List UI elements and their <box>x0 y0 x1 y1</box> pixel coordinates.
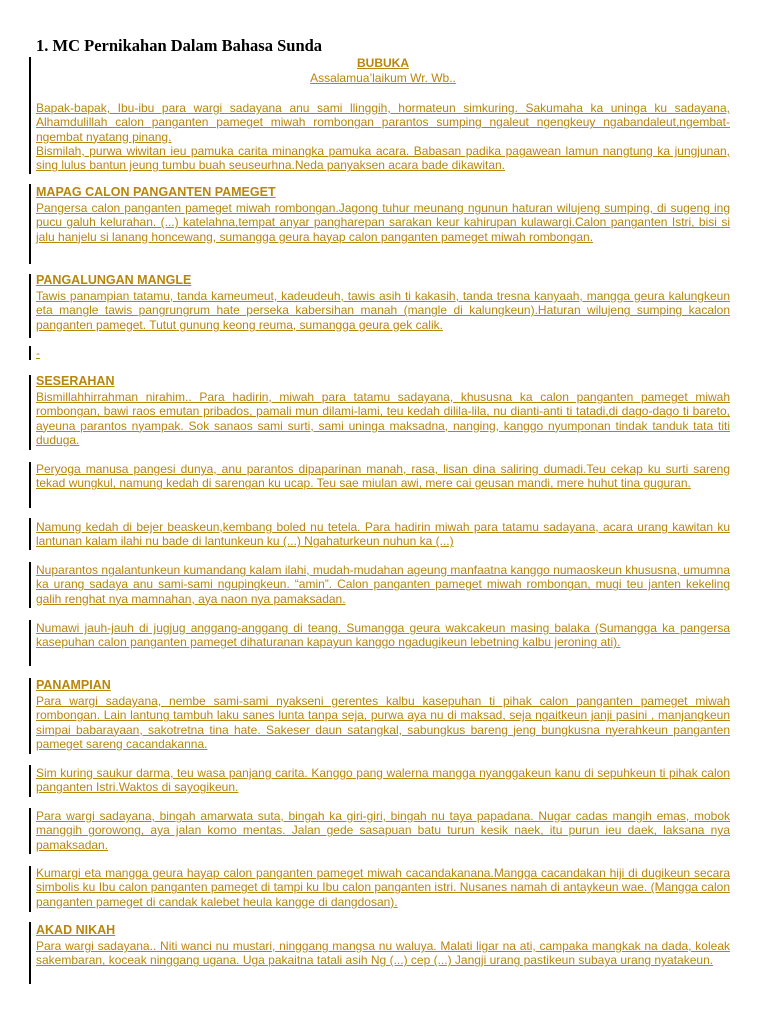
margin-rule <box>29 184 31 264</box>
margin-rule <box>29 808 31 854</box>
margin-rule <box>29 765 31 797</box>
paragraph-panampian-1[interactable]: Para wargi sadayana, nembe sami-sami nyakseni gerentes kalbu kasepuhan ti pihak calon panganten pameget miwah rombongan. Lain lantung tambuh laku sanes lunta tanpa seja, purwa aya nu di maksad, seja ngaitkeun janji pasini , manjangkeun simpai babarayaan, sakotretna tina hate. Sakeser daun satangkal, sabungkus bareng jeng bungkusna nyerahkeun panganten pameget sareng cacandakanna. <box>36 694 730 751</box>
paragraph-panampian-4[interactable]: Kumargi eta mangga geura hayap calon panganten pameget miwah cacandakanana.Mangga cacandakan hiji di dugikeun secara simbolis ku Ibu calon panganten pameget di tampi ku Ibu calon panganten istri. Nusanes namah di antaykeun wae. (Mangga calon panganten pameget di candak kalebet heula kangge di dangdosan). <box>36 866 730 909</box>
paragraph-bubuka-1[interactable]: Bapak-bapak, Ibu-ibu para wargi sadayana anu sami llinggih, hormateun simkuring. Sakumaha ka uninga ku sadayana, Alhamdulillah calon panganten pameget miwah rombongan parantos sumping ngaleut ngengkeuy ngabandaleut,ngembat-ngembat nyatang pinang. <box>36 101 730 144</box>
page-title: 1. MC Pernikahan Dalam Bahasa Sunda <box>36 36 323 55</box>
greeting-link[interactable]: Assalamua’laikum Wr. Wb.. <box>310 71 456 85</box>
section-heading-bubuka[interactable]: BUBUKA <box>357 56 409 70</box>
paragraph-seserahan-2[interactable]: Peryoga manusa pangesi dunya, anu parantos dipaparinan manah, rasa, lisan dina saliring dumadi.Teu cekap ku surti sareng tekad wungkul, namung kedah di sarengan ku ucap. Teu sae miulan awi, mere cai geusan mandi, mere huhut tina guguran. <box>36 462 730 491</box>
margin-rule <box>29 375 31 450</box>
margin-rule <box>29 620 31 666</box>
paragraph-mapag-1[interactable]: Pangersa calon panganten pameget miwah rombongan.Jagong tuhur meunang ngunun haturan wilujeng sumping, di sugeng ing pucu galuh kelurahan. (...) katelahna,tempat anyar pangharepan sarakan keur kahirupan kulawargi.Calon panganten Istri, bisi si jalu hanjelu si lanang honcewang, sumangga geura hayap calon panganten pameget miwah rombongan. <box>36 201 730 244</box>
empty-link-dash[interactable]: - <box>36 346 40 360</box>
margin-rule <box>29 274 31 338</box>
margin-rule <box>29 346 31 360</box>
section-heading-panampian[interactable]: PANAMPIAN <box>36 678 111 692</box>
margin-rule <box>29 678 31 754</box>
margin-rule <box>29 518 31 550</box>
section-heading-akad[interactable]: AKAD NIKAH <box>36 923 116 937</box>
section-heading-seserahan[interactable]: SESERAHAN <box>36 374 115 388</box>
margin-rule <box>29 462 31 508</box>
paragraph-mangle-1[interactable]: Tawis panampian tatamu, tanda kameumeut, kadeudeuh, tawis asih ti kakasih, tanda tresna kanyaah, mangga geura kalungkeun eta mangle tawis pangrungrum hate perseka kabersihan manah (mangle di kalungkeun).Haturan wilujeng sumping kacalon panganten pameget. Tutut gunung keong reuma, sumangga geura gek calik. <box>36 289 730 332</box>
paragraph-seserahan-3[interactable]: Namung kedah di bejer beaskeun,kembang boled nu tetela. Para hadirin miwah para tatamu sadayana, acara urang kawitan ku lantunan kalam ilahi nu bade di lantunkeun ku (...) Ngahaturkeun nuhun ka (...) <box>36 520 730 549</box>
section-heading-mangle[interactable]: PANGALUNGAN MANGLE <box>36 273 192 287</box>
paragraph-akad-1[interactable]: Para wargi sadayana.. Niti wanci nu mustari, ninggang mangsa nu waluya. Malati ligar na ati, campaka mangkak na dada, koleak sakembaran, koceak ninggang ugana. Uga pakaitna tatali asih Ng (...) cep (...) Jangji urang pastikeun subaya urang nyatakeun. <box>36 939 730 968</box>
paragraph-seserahan-5[interactable]: Numawi jauh-jauh di jugjug anggang-anggang di teang. Sumangga geura wakcakeun masing balaka (Sumangga ka pangersa kasepuhan calon panganten pameget dihaturanan kapayun kanggo ngadugikeun lebetning kalbu jeroning ati). <box>36 621 730 650</box>
margin-rule <box>29 922 31 984</box>
paragraph-panampian-2[interactable]: Sim kuring saukur darma, teu wasa panjang carita. Kanggo pang walerna mangga nyanggakeun kanu di sepuhkeun ti pihak calon panganten Istri.Waktos di sayogikeun. <box>36 766 730 795</box>
margin-rule <box>29 562 31 608</box>
section-heading-mapag[interactable]: MAPAG CALON PANGANTEN PAMEGET <box>36 185 276 199</box>
margin-rule <box>29 866 31 912</box>
paragraph-seserahan-1[interactable]: Bismillahhirrahman nirahim.. Para hadirin, miwah para tatamu sadayana, khususna ka calon panganten pameget miwah rombongan, bawi raos emutan pribados, pamali mun dilami-lami, teu kedah dilila-lila, nu dianti-anti ti tatadi,di dago-dago ti bareto, ayeuna parantos nyampak. Sok sanaos sami surti, sami uninga maksadna, nanging, kanggo nyumponan tindak tanduk tata titi duduga. <box>36 390 730 447</box>
paragraph-seserahan-4[interactable]: Nuparantos ngalantunkeun kumandang kalam ilahi, mudah-mudahan ageung manfaatna kanggo numaoskeun khususna, umumna ka urang sadaya anu sami-sami ngupingkeun. “amin”. Calon panganten pameget miwah rombongan, mugi teu janten kekeling galih renghat nya mamnahan, aya naon nya pamaksadan. <box>36 563 730 606</box>
paragraph-bubuka-2[interactable]: Bismilah, purwa wiwitan ieu pamuka carita minangka pamuka acara. Babasan padika pagawean lamun nangtung ka jungjunan, sing lulus bantun jeung tumbu buah seuseurhna.Neda panyaksen acara bade dikawitan. <box>36 144 730 173</box>
paragraph-panampian-3[interactable]: Para wargi sadayana, bingah amarwata suta, bingah ka giri-giri, bingah nu taya papadana. Nugar cadas mangih emas, mobok manggih gorowong, aya jalan komo mentas. Jalan gede sasapuan batu turun kesik naek, itu purun ieu daek, laksana nya pamaksadan. <box>36 809 730 852</box>
margin-rule <box>29 57 31 174</box>
